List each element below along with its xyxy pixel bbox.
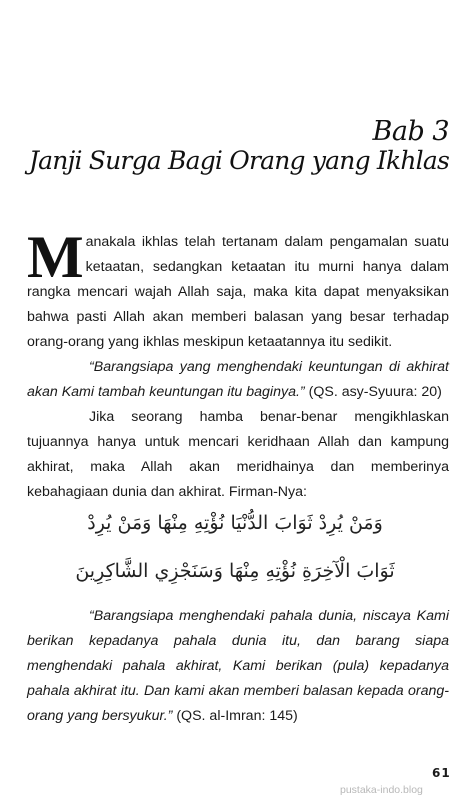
quote-asy-syuura-reference: (QS. asy-Syuura: 20) <box>308 384 442 400</box>
intro-paragraph <box>27 224 449 355</box>
text-block-lower <box>27 604 449 729</box>
second-paragraph: Jika seorang hamba benar-benar mengikhlaskan tujuannya hanya untuk mencari keridhaan Allah dan kampung akhirat, maka Allah akan meridhainya dan memberinya kebahagiaan dunia dan akhirat. Firman-Nya: <box>27 409 449 500</box>
quote-al-imran <box>27 604 449 729</box>
page-number: 61 <box>432 766 451 780</box>
arabic-verse-line-1: وَمَنْ يُرِدْ ثَوَابَ الدُّنْيَا نُؤْتِهِ مِنْهَا وَمَنْ يُرِدْ <box>87 512 383 534</box>
chapter-number: Bab 3 <box>372 116 449 147</box>
drop-cap: M <box>27 224 84 290</box>
quote-al-imran-reference: (QS. al-Imran: 145) <box>176 708 298 724</box>
text-block-upper <box>27 224 449 505</box>
watermark: pustaka-indo.blog <box>340 784 423 796</box>
quote-asy-syuura-text: “Barangsiapa yang menghendaki keuntungan di akhirat akan Kami tambah keuntungan itu baginya.” <box>27 359 449 400</box>
quote-al-imran-text: “Barangsiapa menghendaki pahala dunia, niscaya Kami berikan kepadanya pahala dunia itu, dan barang siapa menghendaki pahala akhirat, Kami berikan (pula) kepadanya pahala akhirat itu. Dan kami akan memberi balasan kepada orang-orang yang bersyukur.” <box>27 608 449 724</box>
arabic-verse-line-2: ثَوَابَ الْآخِرَةِ نُؤْتِهِ مِنْهَا وَسَنَجْزِي الشَّاكِرِينَ <box>75 560 395 582</box>
quote-asy-syuura <box>27 355 449 405</box>
chapter-title: Janji Surga Bagi Orang yang Ikhlas <box>28 146 449 175</box>
intro-paragraph-text: anakala ikhlas telah tertanam dalam pengamalan suatu ketaatan, sedangkan ketaatan itu murni hanya dalam rangka mencari wajah Allah saja, maka kita dapat menyaksikan bahwa pasti Allah akan memberi balasan yang besar terhadap orang-orang yang ikhlas meskipun ketaatannya itu sedikit. <box>27 234 449 350</box>
